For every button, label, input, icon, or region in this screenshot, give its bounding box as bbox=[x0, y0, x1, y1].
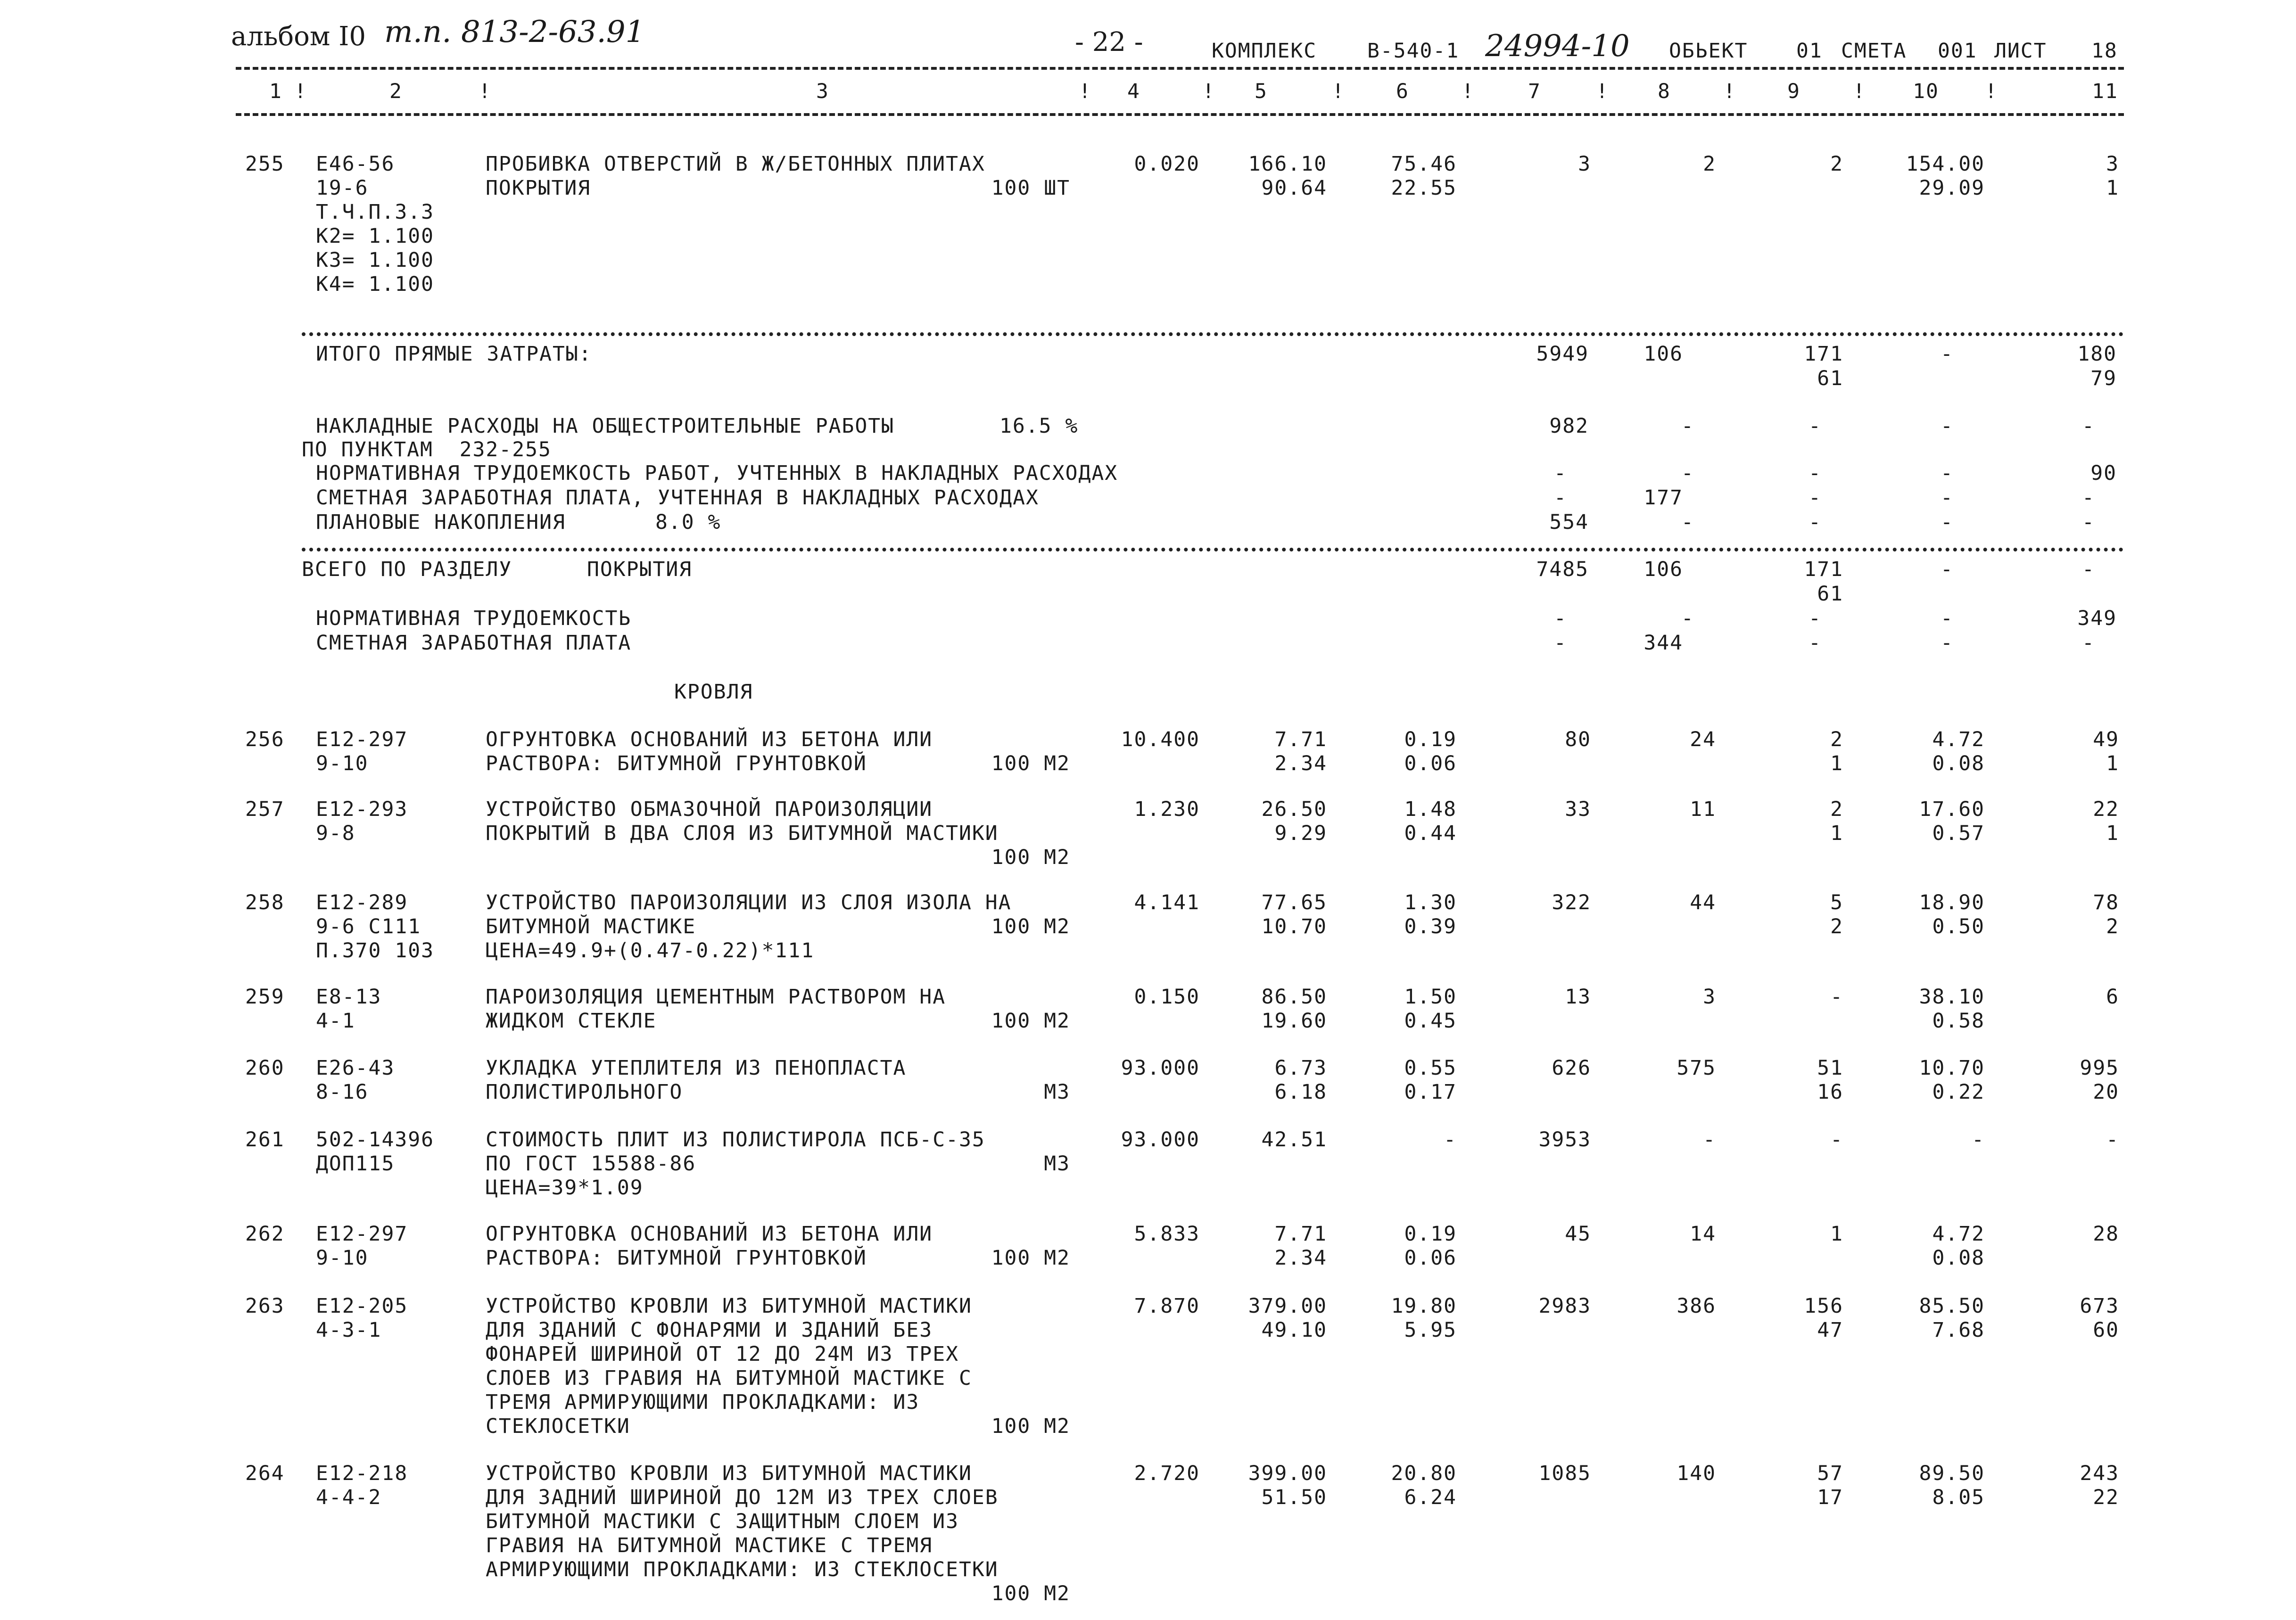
plan-nakop-c9: - bbox=[1809, 510, 1822, 534]
item-description: УСТРОЙСТВО ПАРОИЗОЛЯЦИИ ИЗ СЛОЯ ИЗОЛА НА bbox=[486, 891, 1012, 914]
itogo-c8: 106 bbox=[1644, 342, 1683, 366]
item-c8: 140 bbox=[1677, 1462, 1716, 1485]
nakladnye-pct: 16.5 % bbox=[999, 414, 1079, 438]
smet-zp-nakl-c10: - bbox=[1941, 486, 1954, 510]
item-description: ПО ГОСТ 15588-86 bbox=[486, 1152, 696, 1176]
item-c8: 11 bbox=[1690, 798, 1716, 821]
item-c6: 0.44 bbox=[1404, 822, 1457, 845]
item-c5: 49.10 bbox=[1261, 1318, 1327, 1342]
norm-trud-nakl-c8: - bbox=[1681, 461, 1694, 485]
item-number: 258 bbox=[245, 891, 285, 914]
page-number: - 22 - bbox=[1075, 27, 1143, 58]
item-c10: 17.60 bbox=[1919, 798, 1985, 821]
item-quantity: 4.141 bbox=[1134, 891, 1200, 914]
column-header-2: 2 bbox=[389, 80, 403, 103]
smet-zp-nakl-c9: - bbox=[1809, 486, 1822, 510]
item-c6: 0.39 bbox=[1404, 915, 1457, 938]
item-unit: 100 М2 bbox=[991, 915, 1070, 938]
item-unit: 100 М2 bbox=[991, 846, 1070, 869]
item-c11: 995 bbox=[2080, 1056, 2119, 1080]
kompleks-label: КОМПЛЕКС bbox=[1212, 39, 1317, 63]
item-description: ТРЕМЯ АРМИРУЮЩИМИ ПРОКЛАДКАМИ: ИЗ bbox=[486, 1390, 920, 1414]
column-separator: ! bbox=[1079, 80, 1092, 103]
plan-nakop-c10: - bbox=[1941, 510, 1954, 534]
item-code: 9-10 bbox=[316, 752, 369, 775]
item-code: ДОП115 bbox=[316, 1152, 395, 1176]
item-code: Е12-289 bbox=[316, 891, 408, 914]
column-separator: ! bbox=[1723, 80, 1736, 103]
item-c8: 44 bbox=[1690, 891, 1716, 914]
nakladnye-c7: 982 bbox=[1549, 414, 1589, 438]
item-c6: 0.19 bbox=[1404, 1222, 1457, 1246]
itogo-c11-a: 180 bbox=[2077, 342, 2117, 366]
item-description: УКЛАДКА УТЕПЛИТЕЛЯ ИЗ ПЕНОПЛАСТА bbox=[486, 1056, 907, 1080]
item-c10: 85.50 bbox=[1919, 1294, 1985, 1318]
item-unit: М3 bbox=[1044, 1152, 1070, 1176]
item-code: 4-1 bbox=[316, 1009, 355, 1033]
item-c9: 1 bbox=[1830, 752, 1843, 775]
item-c5: 90.64 bbox=[1261, 176, 1327, 200]
item-description: ДЛЯ ЗДАНИЙ С ФОНАРЯМИ И ЗДАНИЙ БЕЗ bbox=[486, 1318, 933, 1342]
smet-zp-nakl-label: СМЕТНАЯ ЗАРАБОТНАЯ ПЛАТА, УЧТЕННАЯ В НАКЛАДНЫХ РАСХОДАХ bbox=[316, 486, 1039, 510]
item-c11: 243 bbox=[2080, 1462, 2119, 1485]
column-separator: ! bbox=[1853, 80, 1866, 103]
smeta-label: СМЕТА bbox=[1841, 39, 1907, 63]
plan-nakop-c7: 554 bbox=[1549, 510, 1589, 534]
item-c7: 322 bbox=[1552, 891, 1591, 914]
item-c6: 0.55 bbox=[1404, 1056, 1457, 1080]
itogo-c9-b: 61 bbox=[1817, 367, 1843, 390]
list-value: 18 bbox=[2091, 39, 2118, 63]
item-quantity: 5.833 bbox=[1134, 1222, 1200, 1246]
item-code: 502-14396 bbox=[316, 1128, 434, 1151]
item-description: ПОКРЫТИЯ bbox=[486, 176, 591, 200]
norm-trud-nakl-c10: - bbox=[1941, 461, 1954, 485]
item-description: ПОКРЫТИЙ В ДВА СЛОЯ ИЗ БИТУМНОЙ МАСТИКИ bbox=[486, 822, 999, 845]
item-code: Е12-297 bbox=[316, 1222, 408, 1246]
item-c11: 49 bbox=[2093, 728, 2119, 751]
item-c5: 19.60 bbox=[1261, 1009, 1327, 1033]
column-header-7: 7 bbox=[1528, 80, 1541, 103]
item-c10: 0.22 bbox=[1932, 1080, 1985, 1104]
item-c10: 0.08 bbox=[1932, 1246, 1985, 1270]
item-c8: 2 bbox=[1703, 152, 1716, 176]
obekt-label: ОБЬЕКТ bbox=[1669, 39, 1748, 63]
item-c8: 24 bbox=[1690, 728, 1716, 751]
item-c11: 3 bbox=[2106, 152, 2119, 176]
item-description: ОГРУНТОВКА ОСНОВАНИЙ ИЗ БЕТОНА ИЛИ bbox=[486, 1222, 933, 1246]
column-header-3: 3 bbox=[816, 80, 829, 103]
column-header-8: 8 bbox=[1658, 80, 1671, 103]
item-c9: 47 bbox=[1817, 1318, 1843, 1342]
item-description: ДЛЯ ЗАДНИЙ ШИРИНОЙ ДО 12М ИЗ ТРЕХ СЛОЕВ bbox=[486, 1486, 999, 1509]
item-quantity: 93.000 bbox=[1121, 1128, 1200, 1151]
item-quantity: 7.870 bbox=[1134, 1294, 1200, 1318]
nakladnye-label: НАКЛАДНЫЕ РАСХОДЫ НА ОБЩЕСТРОИТЕЛЬНЫЕ РАБОТЫ bbox=[316, 414, 895, 438]
item-number: 256 bbox=[245, 728, 285, 751]
item-c6: 1.30 bbox=[1404, 891, 1457, 914]
vsego-c7: 7485 bbox=[1536, 558, 1589, 581]
itogo-c11-b: 79 bbox=[2090, 367, 2117, 390]
item-code: 9-10 bbox=[316, 1246, 369, 1270]
smet-zp-c9: - bbox=[1809, 631, 1822, 655]
item-c9: 2 bbox=[1830, 728, 1843, 751]
norm-trud-c9: - bbox=[1809, 607, 1822, 630]
item-c5: 42.51 bbox=[1261, 1128, 1327, 1151]
item-code: Е12-297 bbox=[316, 728, 408, 751]
item-code: К2= 1.100 bbox=[316, 224, 434, 248]
item-c8: - bbox=[1703, 1128, 1716, 1151]
item-c11: 28 bbox=[2093, 1222, 2119, 1246]
column-separator: ! bbox=[1202, 80, 1215, 103]
item-c6: 19.80 bbox=[1391, 1294, 1457, 1318]
item-number: 263 bbox=[245, 1294, 285, 1318]
po-punktam-label: ПО ПУНКТАМ 232-255 bbox=[302, 438, 552, 461]
item-c8: 575 bbox=[1677, 1056, 1716, 1080]
item-c5: 26.50 bbox=[1261, 798, 1327, 821]
item-c11: 78 bbox=[2093, 891, 2119, 914]
plan-nakop-label: ПЛАНОВЫЕ НАКОПЛЕНИЯ bbox=[316, 510, 566, 534]
item-c10: 4.72 bbox=[1932, 728, 1985, 751]
column-separator: ! bbox=[1332, 80, 1345, 103]
norm-trud-c7: - bbox=[1554, 607, 1567, 630]
item-c9: - bbox=[1830, 985, 1843, 1009]
item-c7: 3 bbox=[1578, 152, 1591, 176]
item-c10: 10.70 bbox=[1919, 1056, 1985, 1080]
column-header-10: 10 bbox=[1913, 80, 1939, 103]
item-number: 257 bbox=[245, 798, 285, 821]
item-description: ПАРОИЗОЛЯЦИЯ ЦЕМЕНТНЫМ РАСТВОРОМ НА bbox=[486, 985, 946, 1009]
item-c10: 38.10 bbox=[1919, 985, 1985, 1009]
item-quantity: 0.150 bbox=[1134, 985, 1200, 1009]
smet-zp-nakl-c11: - bbox=[2082, 486, 2095, 510]
smet-zp-c10: - bbox=[1941, 631, 1954, 655]
item-c5: 2.34 bbox=[1274, 1246, 1327, 1270]
header-rule-top bbox=[236, 67, 2124, 70]
item-c10: 7.68 bbox=[1932, 1318, 1985, 1342]
norm-trud-c11: 349 bbox=[2077, 607, 2117, 630]
item-c5: 379.00 bbox=[1248, 1294, 1327, 1318]
item-c6: 5.95 bbox=[1404, 1318, 1457, 1342]
item-c11: 22 bbox=[2093, 1486, 2119, 1509]
item-c7: 3953 bbox=[1538, 1128, 1591, 1151]
item-c9: 2 bbox=[1830, 152, 1843, 176]
item-c5: 10.70 bbox=[1261, 915, 1327, 938]
column-separator: ! bbox=[1985, 80, 1998, 103]
item-c5: 9.29 bbox=[1274, 822, 1327, 845]
item-description: ЦЕНА=39*1.09 bbox=[486, 1176, 644, 1200]
item-code: 9-8 bbox=[316, 822, 355, 845]
item-c5: 7.71 bbox=[1274, 728, 1327, 751]
item-description: СЛОЕВ ИЗ ГРАВИЯ НА БИТУМНОЙ МАСТИКЕ С bbox=[486, 1366, 972, 1390]
item-c9: 1 bbox=[1830, 822, 1843, 845]
item-c10: 29.09 bbox=[1919, 176, 1985, 200]
item-c7: 2983 bbox=[1538, 1294, 1591, 1318]
vsego-c9-b: 61 bbox=[1817, 582, 1843, 606]
item-c9: 57 bbox=[1817, 1462, 1843, 1485]
item-c5: 6.18 bbox=[1274, 1080, 1327, 1104]
column-separator: ! bbox=[1462, 80, 1475, 103]
item-c9: 2 bbox=[1830, 798, 1843, 821]
item-c6: - bbox=[1444, 1128, 1457, 1151]
item-c8: 3 bbox=[1703, 985, 1716, 1009]
item-c8: 386 bbox=[1677, 1294, 1716, 1318]
kompleks-code: В-540-1 bbox=[1367, 39, 1460, 63]
item-c5: 86.50 bbox=[1261, 985, 1327, 1009]
item-description: БИТУМНОЙ МАСТИКИ С ЗАЩИТНЫМ СЛОЕМ ИЗ bbox=[486, 1510, 959, 1533]
obekt-value: 01 bbox=[1796, 39, 1823, 63]
section-title: КРОВЛЯ bbox=[674, 680, 753, 704]
item-c9: 1 bbox=[1830, 1222, 1843, 1246]
column-separator: ! bbox=[479, 80, 492, 103]
norm-trud-c8: - bbox=[1681, 607, 1694, 630]
column-header-6: 6 bbox=[1396, 80, 1409, 103]
item-c10: 154.00 bbox=[1906, 152, 1985, 176]
smeta-value: 001 bbox=[1938, 39, 1977, 63]
item-description: ГРАВИЯ НА БИТУМНОЙ МАСТИКЕ С ТРЕМЯ bbox=[486, 1534, 933, 1557]
item-unit: 100 М2 bbox=[991, 1414, 1070, 1438]
item-c11: 6 bbox=[2106, 985, 2119, 1009]
itogo-c7: 5949 bbox=[1536, 342, 1589, 366]
header-rule-bottom bbox=[236, 113, 2124, 116]
item-number: 260 bbox=[245, 1056, 285, 1080]
item-c6: 0.19 bbox=[1404, 728, 1457, 751]
item-code: 9-6 С111 bbox=[316, 915, 421, 938]
item-c7: 1085 bbox=[1538, 1462, 1591, 1485]
item-c9: - bbox=[1830, 1128, 1843, 1151]
norm-trud-nakl-c7: - bbox=[1554, 461, 1567, 485]
item-description: РАСТВОРА: БИТУМНОЙ ГРУНТОВКОЙ bbox=[486, 1246, 867, 1270]
item-c5: 6.73 bbox=[1274, 1056, 1327, 1080]
item-c7: 80 bbox=[1565, 728, 1591, 751]
summary-dotted-rule-1 bbox=[302, 332, 2124, 336]
item-c7: 45 bbox=[1565, 1222, 1591, 1246]
item-code: К4= 1.100 bbox=[316, 272, 434, 296]
column-header-1: 1 bbox=[269, 80, 282, 103]
item-c6: 0.06 bbox=[1404, 1246, 1457, 1270]
item-c9: 16 bbox=[1817, 1080, 1843, 1104]
item-c9: 5 bbox=[1830, 891, 1843, 914]
item-description: РАСТВОРА: БИТУМНОЙ ГРУНТОВКОЙ bbox=[486, 752, 867, 775]
item-c10: 4.72 bbox=[1932, 1222, 1985, 1246]
item-c6: 20.80 bbox=[1391, 1462, 1457, 1485]
item-c10: 0.57 bbox=[1932, 822, 1985, 845]
item-description: АРМИРУЮЩИМИ ПРОКЛАДКАМИ: ИЗ СТЕКЛОСЕТКИ bbox=[486, 1558, 999, 1581]
item-c5: 399.00 bbox=[1248, 1462, 1327, 1485]
item-description: ЖИДКОМ СТЕКЛЕ bbox=[486, 1009, 657, 1033]
item-code: 19-6 bbox=[316, 176, 369, 200]
vsego-c10: - bbox=[1941, 558, 1954, 581]
item-code: П.370 103 bbox=[316, 939, 434, 962]
item-unit: 100 М2 bbox=[991, 1009, 1070, 1033]
plan-nakop-c11: - bbox=[2082, 510, 2095, 534]
item-c10: 8.05 bbox=[1932, 1486, 1985, 1509]
item-code: Е26-43 bbox=[316, 1056, 395, 1080]
smet-zp-label: СМЕТНАЯ ЗАРАБОТНАЯ ПЛАТА bbox=[316, 631, 632, 655]
smet-zp-c7: - bbox=[1554, 631, 1567, 655]
item-c8: 14 bbox=[1690, 1222, 1716, 1246]
item-description: УСТРОЙСТВО ОБМАЗОЧНОЙ ПАРОИЗОЛЯЦИИ bbox=[486, 798, 933, 821]
item-c5: 77.65 bbox=[1261, 891, 1327, 914]
nakladnye-c11: - bbox=[2082, 414, 2095, 438]
norm-trud-nakl-label: НОРМАТИВНАЯ ТРУДОЕМКОСТЬ РАБОТ, УЧТЕННЫХ В НАКЛАДНЫХ РАСХОДАХ bbox=[316, 461, 1118, 485]
itogo-c10: - bbox=[1941, 342, 1954, 366]
item-c7: 626 bbox=[1552, 1056, 1591, 1080]
item-code: Т.Ч.П.3.3 bbox=[316, 200, 434, 224]
item-c11: 1 bbox=[2106, 752, 2119, 775]
column-separator: ! bbox=[294, 80, 307, 103]
plan-nakop-c8: - bbox=[1681, 510, 1694, 534]
itogo-label: ИТОГО ПРЯМЫЕ ЗАТРАТЫ: bbox=[316, 342, 592, 366]
vsego-section: ПОКРЫТИЯ bbox=[587, 558, 693, 581]
item-description: ПОЛИСТИРОЛЬНОГО bbox=[486, 1080, 683, 1104]
tp-handwritten: т.п. 813-2-63.91 bbox=[384, 15, 645, 49]
item-c7: 33 bbox=[1565, 798, 1591, 821]
item-c10: 18.90 bbox=[1919, 891, 1985, 914]
item-number: 261 bbox=[245, 1128, 285, 1151]
item-code: Е46-56 bbox=[316, 152, 395, 176]
plan-nakop-pct: 8.0 % bbox=[655, 510, 721, 534]
kompleks-handwritten: 24994-10 bbox=[1485, 29, 1630, 64]
item-quantity: 1.230 bbox=[1134, 798, 1200, 821]
item-number: 259 bbox=[245, 985, 285, 1009]
item-unit: 100 ШТ bbox=[991, 176, 1070, 200]
nakladnye-c8: - bbox=[1681, 414, 1694, 438]
vsego-label: ВСЕГО ПО РАЗДЕЛУ bbox=[302, 558, 512, 581]
item-description: ФОНАРЕЙ ШИРИНОЙ ОТ 12 ДО 24М ИЗ ТРЕХ bbox=[486, 1342, 959, 1366]
item-c6: 22.55 bbox=[1391, 176, 1457, 200]
item-code: Е8-13 bbox=[316, 985, 382, 1009]
item-quantity: 10.400 bbox=[1121, 728, 1200, 751]
item-description: УСТРОЙСТВО КРОВЛИ ИЗ БИТУМНОЙ МАСТИКИ bbox=[486, 1462, 972, 1485]
album-label: альбом I0 bbox=[231, 21, 366, 52]
item-c5: 7.71 bbox=[1274, 1222, 1327, 1246]
item-code: 4-3-1 bbox=[316, 1318, 382, 1342]
item-description: УСТРОЙСТВО КРОВЛИ ИЗ БИТУМНОЙ МАСТИКИ bbox=[486, 1294, 972, 1318]
item-code: К3= 1.100 bbox=[316, 248, 434, 272]
vsego-c8: 106 bbox=[1644, 558, 1683, 581]
item-description: ЦЕНА=49.9+(0.47-0.22)*111 bbox=[486, 939, 815, 962]
item-description: СТЕКЛОСЕТКИ bbox=[486, 1414, 630, 1438]
item-code: Е12-293 bbox=[316, 798, 408, 821]
item-c5: 166.10 bbox=[1248, 152, 1327, 176]
item-c6: 1.50 bbox=[1404, 985, 1457, 1009]
item-c10: - bbox=[1972, 1128, 1985, 1151]
item-c9: 2 bbox=[1830, 915, 1843, 938]
item-c10: 0.08 bbox=[1932, 752, 1985, 775]
column-header-5: 5 bbox=[1255, 80, 1268, 103]
item-code: Е12-218 bbox=[316, 1462, 408, 1485]
item-c6: 6.24 bbox=[1404, 1486, 1457, 1509]
item-c11: 60 bbox=[2093, 1318, 2119, 1342]
item-description: БИТУМНОЙ МАСТИКЕ bbox=[486, 915, 696, 938]
column-separator: ! bbox=[1596, 80, 1609, 103]
item-description: ПРОБИВКА ОТВЕРСТИЙ В Ж/БЕТОННЫХ ПЛИТАХ bbox=[486, 152, 985, 176]
item-c11: 2 bbox=[2106, 915, 2119, 938]
item-description: ОГРУНТОВКА ОСНОВАНИЙ ИЗ БЕТОНА ИЛИ bbox=[486, 728, 933, 751]
item-unit: 100 М2 bbox=[991, 1246, 1070, 1270]
norm-trud-c10: - bbox=[1941, 607, 1954, 630]
item-c11: 22 bbox=[2093, 798, 2119, 821]
item-c6: 0.06 bbox=[1404, 752, 1457, 775]
item-c11: 1 bbox=[2106, 822, 2119, 845]
item-c5: 2.34 bbox=[1274, 752, 1327, 775]
item-unit: 100 М2 bbox=[991, 1582, 1070, 1605]
norm-trud-label: НОРМАТИВНАЯ ТРУДОЕМКОСТЬ bbox=[316, 607, 632, 630]
norm-trud-nakl-c11: 90 bbox=[2090, 461, 2117, 485]
item-c11: 1 bbox=[2106, 176, 2119, 200]
item-unit: 100 М2 bbox=[991, 752, 1070, 775]
nakladnye-c9: - bbox=[1809, 414, 1822, 438]
item-c11: 20 bbox=[2093, 1080, 2119, 1104]
item-code: 8-16 bbox=[316, 1080, 369, 1104]
smet-zp-nakl-c7: - bbox=[1554, 486, 1567, 510]
item-quantity: 93.000 bbox=[1121, 1056, 1200, 1080]
itogo-c9-a: 171 bbox=[1804, 342, 1843, 366]
item-c6: 75.46 bbox=[1391, 152, 1457, 176]
item-c10: 0.50 bbox=[1932, 915, 1985, 938]
item-c6: 0.17 bbox=[1404, 1080, 1457, 1104]
item-c10: 89.50 bbox=[1919, 1462, 1985, 1485]
item-quantity: 2.720 bbox=[1134, 1462, 1200, 1485]
item-number: 264 bbox=[245, 1462, 285, 1485]
norm-trud-nakl-c9: - bbox=[1809, 461, 1822, 485]
item-number: 262 bbox=[245, 1222, 285, 1246]
item-c11: - bbox=[2106, 1128, 2119, 1151]
item-c6: 0.45 bbox=[1404, 1009, 1457, 1033]
item-c7: 13 bbox=[1565, 985, 1591, 1009]
item-quantity: 0.020 bbox=[1134, 152, 1200, 176]
smet-zp-nakl-c8: 177 bbox=[1644, 486, 1683, 510]
item-c6: 1.48 bbox=[1404, 798, 1457, 821]
item-code: 4-4-2 bbox=[316, 1486, 382, 1509]
column-header-9: 9 bbox=[1787, 80, 1800, 103]
item-number: 255 bbox=[245, 152, 285, 176]
item-c9: 51 bbox=[1817, 1056, 1843, 1080]
item-c10: 0.58 bbox=[1932, 1009, 1985, 1033]
vsego-c11: - bbox=[2082, 558, 2095, 581]
item-c9: 17 bbox=[1817, 1486, 1843, 1509]
nakladnye-c10: - bbox=[1941, 414, 1954, 438]
item-c5: 51.50 bbox=[1261, 1486, 1327, 1509]
vsego-c9-a: 171 bbox=[1804, 558, 1843, 581]
item-unit: М3 bbox=[1044, 1080, 1070, 1104]
item-description: СТОИМОСТЬ ПЛИТ ИЗ ПОЛИСТИРОЛА ПСБ-С-35 bbox=[486, 1128, 985, 1151]
list-label: ЛИСТ bbox=[1994, 39, 2047, 63]
column-header-4: 4 bbox=[1127, 80, 1140, 103]
item-c11: 673 bbox=[2080, 1294, 2119, 1318]
item-c9: 156 bbox=[1804, 1294, 1843, 1318]
summary-dotted-rule-2 bbox=[302, 548, 2124, 551]
smet-zp-c8: 344 bbox=[1644, 631, 1683, 655]
smet-zp-c11: - bbox=[2082, 631, 2095, 655]
column-header-11: 11 bbox=[2092, 80, 2118, 103]
item-code: Е12-205 bbox=[316, 1294, 408, 1318]
